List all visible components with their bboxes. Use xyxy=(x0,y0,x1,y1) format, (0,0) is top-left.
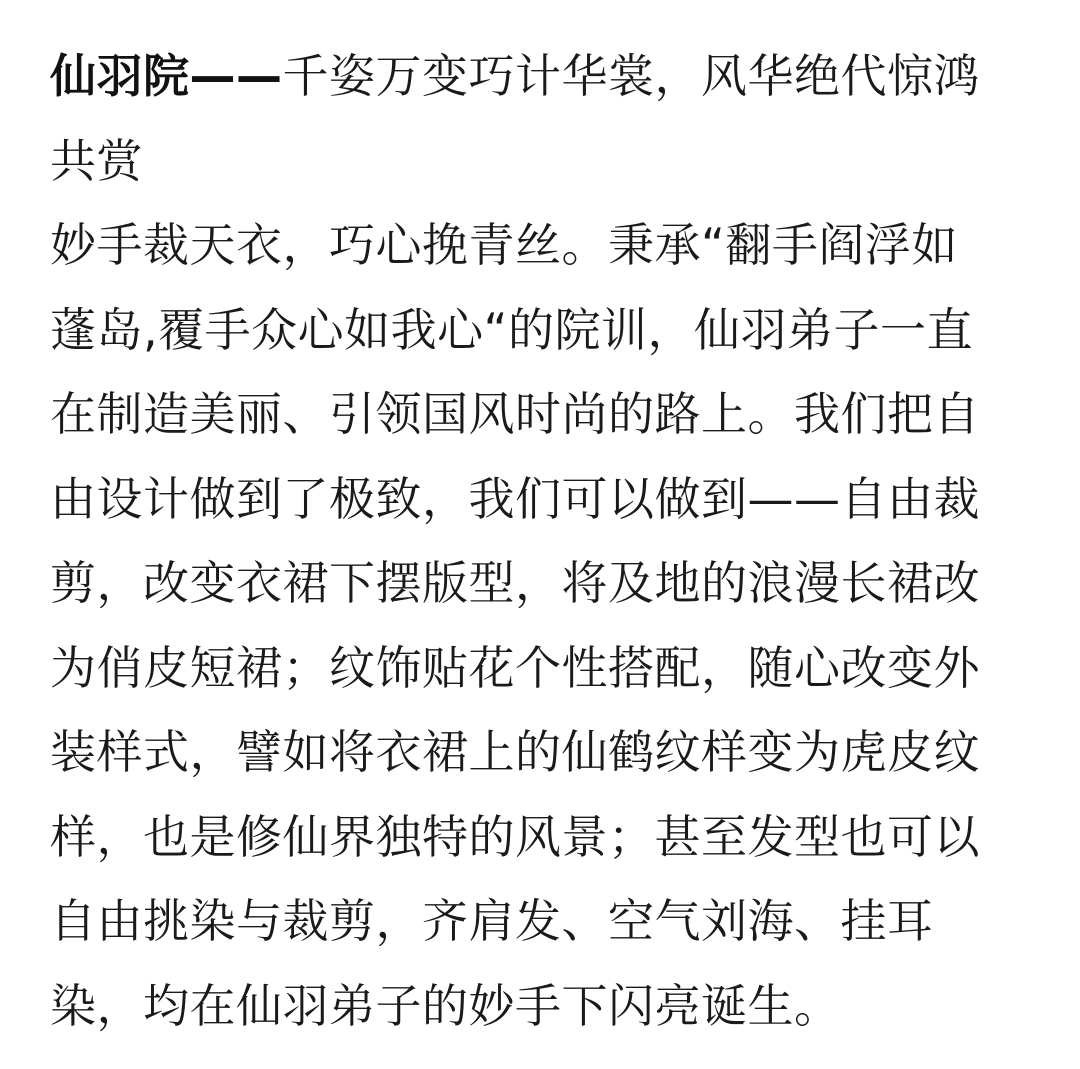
body-line: 剪，改变衣裙下摆版型，将及地的浪漫长裙改 xyxy=(50,556,980,610)
body-line: 装样式，譬如将衣裙上的仙鹤纹样变为虎皮纹 xyxy=(50,725,980,779)
body-line: 妙手裁天衣，巧心挽青丝。秉承“翻手阎浮如 xyxy=(50,218,958,272)
body-line: 为俏皮短裙；纹饰贴花个性搭配，随心改变外 xyxy=(50,640,980,695)
title-line-1 xyxy=(50,34,1030,119)
title-rest-part: 千姿万变巧计华裳，风华绝代惊鸿 xyxy=(282,49,980,103)
title-bold-part: 仙羽院—— xyxy=(50,49,283,103)
body-line: 染，均在仙羽弟子的妙手下闪亮诞生。 xyxy=(50,978,841,1033)
article-body xyxy=(50,203,1030,1048)
title-line-2: 共赏 xyxy=(50,133,143,188)
article-title xyxy=(50,34,1030,203)
body-line: 蓬岛,覆手众心如我心“的院训，仙羽弟子一直 xyxy=(50,302,973,357)
body-line: 在制造美丽、引领国风时尚的路上。我们把自 xyxy=(50,387,980,441)
article xyxy=(50,34,1030,1048)
body-line: 由设计做到了极致，我们可以做到——自由裁 xyxy=(50,471,980,526)
body-line: 样，也是修仙界独特的风景；甚至发型也可以 xyxy=(50,809,980,864)
body-line: 自由挑染与裁剪，齐肩发、空气刘海、挂耳 xyxy=(50,894,934,948)
